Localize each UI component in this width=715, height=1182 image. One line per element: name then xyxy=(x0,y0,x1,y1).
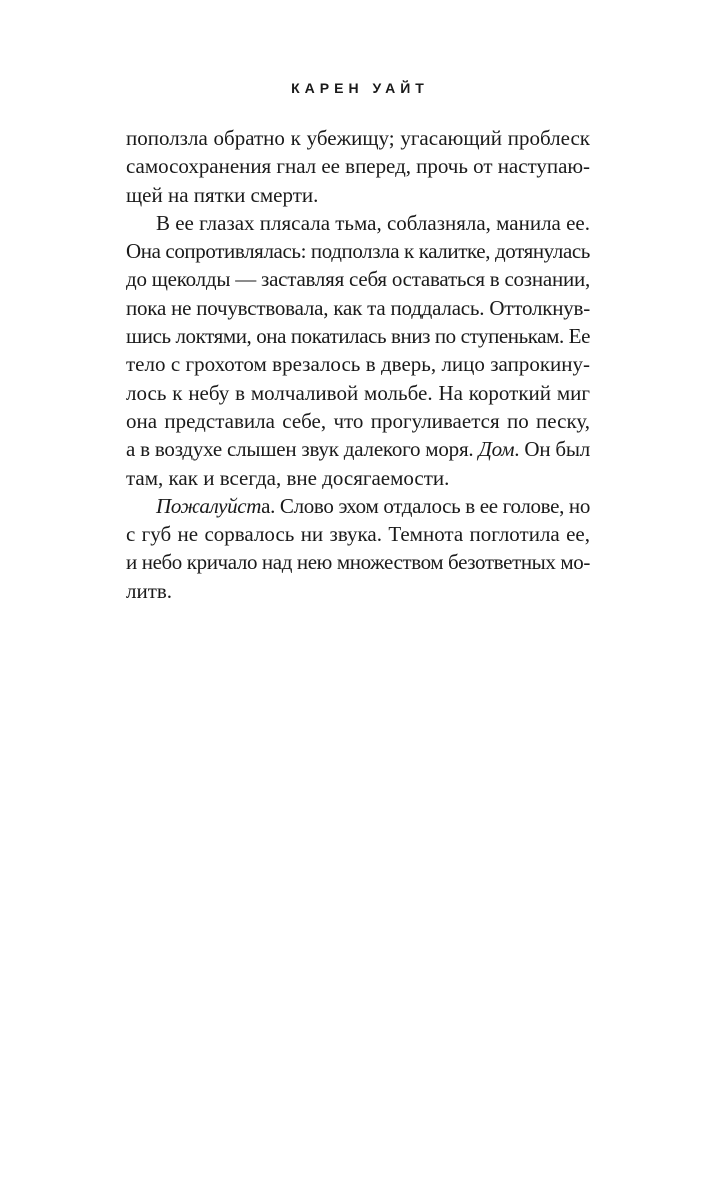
text-line: литв. xyxy=(126,578,173,603)
text-segment: а. Слово эхом отдалось в ее голове, но xyxy=(261,493,591,518)
body-text xyxy=(126,124,590,605)
text-line: В ее глазах плясала тьма, соблазняла, манила ее. xyxy=(156,210,590,235)
text-line: самосохранения гнал ее вперед, прочь от наступаю- xyxy=(126,154,590,179)
text-line: пока не почувствовала, как та поддалась. Оттолкнув- xyxy=(126,295,590,320)
text-line: шись локтями, она покатилась вниз по ступенькам. Ее xyxy=(126,324,590,349)
text-line: там, как и всегда, вне досягаемости. xyxy=(126,465,450,490)
text-segment: . Он был xyxy=(514,437,590,462)
text-segment: а в воздухе слышен звук далекого моря. xyxy=(126,437,479,462)
text-line: тело с грохотом врезалось в дверь, лицо запрокину- xyxy=(126,352,590,377)
italic-word: Пожалуйст xyxy=(156,493,262,518)
text-line: щей на пятки смерти. xyxy=(126,182,319,207)
text-line xyxy=(126,435,590,463)
text-line: Она сопротивлялась: подползла к калитке, дотянулась xyxy=(126,239,590,264)
text-line: она представила себе, что прогуливается по песку, xyxy=(126,408,590,433)
text-line: с губ не сорвалось ни звука. Темнота поглотила ее, xyxy=(126,522,590,547)
text-line xyxy=(126,492,590,520)
text-line: и небо кричало над нею множеством безответных мо- xyxy=(126,550,590,575)
italic-word: Дом xyxy=(478,437,515,462)
running-head: КАРЕН УАЙТ xyxy=(291,80,429,96)
text-line: до щеколды — заставляя себя оставаться в сознании, xyxy=(126,267,590,292)
text-line: поползла обратно к убежищу; угасающий проблеск xyxy=(126,126,590,150)
text-line: лось к небу в молчаливой мольбе. На короткий миг xyxy=(126,380,590,405)
